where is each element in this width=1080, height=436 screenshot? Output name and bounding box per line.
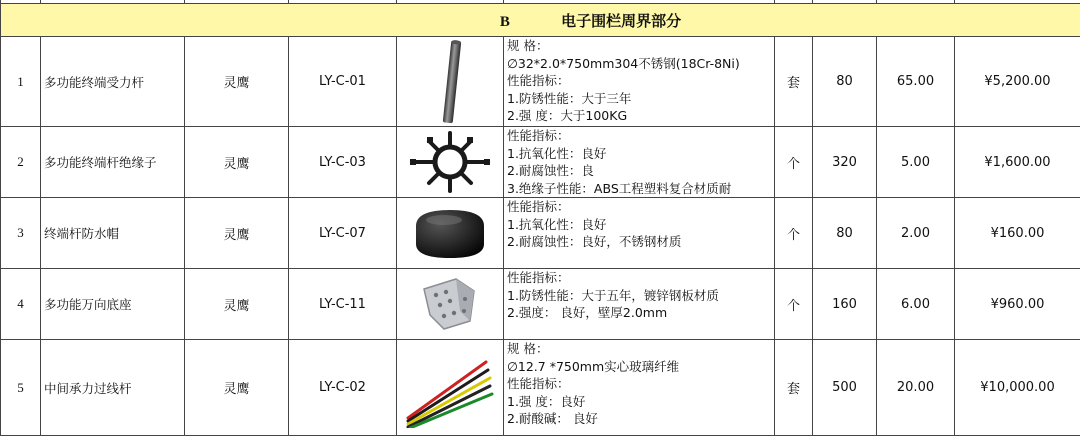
quantity: 320 (813, 127, 877, 198)
table-row (1, 127, 1080, 198)
total-price: ¥960.00 (955, 269, 1080, 340)
product-image-cell (397, 37, 504, 127)
steel-rod-photo-icon (400, 39, 500, 125)
spec-line: ∅32*2.0*750mm304不锈钢(18Cr-8Ni) (507, 55, 740, 71)
spec-line: 性能指标： (507, 199, 570, 214)
unit: 套 (775, 37, 813, 127)
base-bracket-photo-icon (400, 271, 500, 337)
brand: 灵鹰 (185, 127, 289, 198)
brand: 灵鹰 (185, 198, 289, 269)
product-name: 多功能终端受力杆 (41, 37, 185, 127)
product-image-cell (397, 198, 504, 269)
product-name: 终端杆防水帽 (41, 198, 185, 269)
table-row (1, 269, 1080, 340)
spec-line: 规 格： (507, 341, 549, 356)
spec-line: 性能指标： (507, 128, 570, 143)
spec-cell (504, 340, 775, 436)
spec-line: 性能指标： (507, 73, 570, 88)
product-name: 多功能万向底座 (41, 269, 185, 340)
spec-line: 规 格： (507, 38, 549, 53)
unit-price: 20.00 (877, 340, 955, 436)
spec-cell (504, 37, 775, 127)
model: LY-C-01 (289, 37, 397, 127)
spec-line: 3.绝缘子性能：ABS工程塑料复合材质耐 (507, 180, 732, 196)
spec-line: 2.强 度：大于100KG (507, 108, 628, 123)
insulator-photo-icon (400, 129, 500, 195)
total-price: ¥10,000.00 (955, 340, 1080, 436)
waterproof-cap-photo-icon (400, 200, 500, 266)
section-title: 电子围栏周界部分 (561, 11, 682, 30)
spec-cell (504, 198, 775, 269)
product-image-cell (397, 127, 504, 198)
spec-line: 2.强度： 良好，壁厚2.0mm (507, 305, 668, 320)
model: LY-C-11 (289, 269, 397, 340)
table-row (1, 198, 1080, 269)
row-number: 4 (1, 269, 41, 340)
section-header (1, 4, 1080, 37)
product-name: 中间承力过线杆 (41, 340, 185, 436)
row-number: 1 (1, 37, 41, 127)
section-code: B (499, 13, 510, 30)
quantity: 80 (813, 37, 877, 127)
brand: 灵鹰 (185, 340, 289, 436)
brand: 灵鹰 (185, 269, 289, 340)
total-price: ¥5,200.00 (955, 37, 1080, 127)
product-name: 多功能终端杆绝缘子 (41, 127, 185, 198)
section-header-row (1, 4, 1080, 37)
row-number: 3 (1, 198, 41, 269)
model: LY-C-02 (289, 340, 397, 436)
quantity: 500 (813, 340, 877, 436)
unit-price: 65.00 (877, 37, 955, 127)
spec-line: 1.防锈性能：大于五年，镀锌钢板材质 (507, 287, 719, 303)
fiberglass-rods-photo-icon (400, 348, 500, 428)
table-row (1, 340, 1080, 436)
unit: 套 (775, 340, 813, 436)
unit: 个 (775, 269, 813, 340)
spec-line: 2.耐酸碱： 良好 (507, 411, 598, 426)
table-row (1, 37, 1080, 127)
spec-line: 性能指标： (507, 376, 570, 391)
spec-line: 性能指标： (507, 270, 570, 285)
spec-line: 1.防锈性能：大于三年 (507, 90, 632, 106)
unit-price: 5.00 (877, 127, 955, 198)
unit-price: 6.00 (877, 269, 955, 340)
product-image-cell (397, 269, 504, 340)
quantity: 80 (813, 198, 877, 269)
brand: 灵鹰 (185, 37, 289, 127)
model: LY-C-03 (289, 127, 397, 198)
model: LY-C-07 (289, 198, 397, 269)
spec-line: ∅12.7 *750mm实心玻璃纤维 (507, 358, 680, 374)
total-price: ¥1,600.00 (955, 127, 1080, 198)
spec-line: 2.耐腐蚀性：良好，不锈钢材质 (507, 234, 682, 249)
spec-line: 1.强 度：良好 (507, 393, 586, 409)
total-price: ¥160.00 (955, 198, 1080, 269)
unit-price: 2.00 (877, 198, 955, 269)
spec-cell (504, 269, 775, 340)
quantity: 160 (813, 269, 877, 340)
spec-line: 1.抗氧化性：良好 (507, 145, 607, 161)
spec-cell (504, 127, 775, 198)
row-number: 5 (1, 340, 41, 436)
spec-line: 2.耐腐蚀性：良 (507, 163, 594, 178)
unit: 个 (775, 127, 813, 198)
row-number: 2 (1, 127, 41, 198)
product-image-cell (397, 340, 504, 436)
unit: 个 (775, 198, 813, 269)
spec-line: 1.抗氧化性：良好 (507, 216, 607, 232)
